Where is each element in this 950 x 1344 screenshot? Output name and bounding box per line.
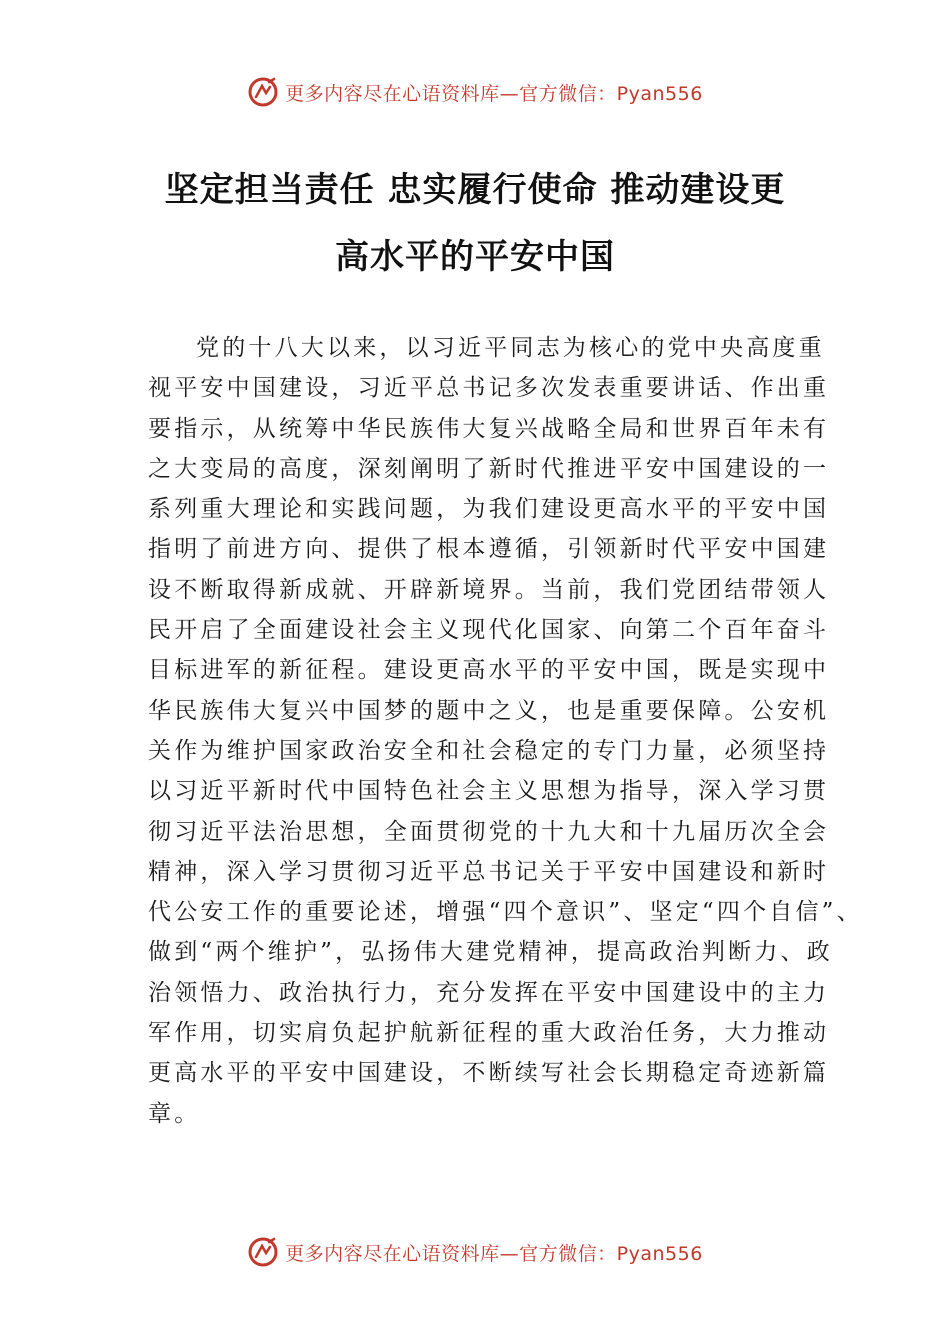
- seal-logo-icon: [247, 76, 279, 108]
- paragraph-line: 设不断取得新成就、开辟新境界。当前，我们党团结带领人: [148, 576, 830, 603]
- paragraph-line: 以习近平新时代中国特色社会主义思想为指导，深入学习贯: [148, 778, 830, 805]
- paragraph-line: 代公安工作的重要论述，增强“四个意识”、坚定“四个自信”、: [148, 899, 863, 926]
- seal-logo-icon: [247, 1236, 279, 1268]
- document-title-line-1: 坚定担当责任 忠实履行使命 推动建设更: [164, 170, 786, 210]
- paragraph-line: 系列重大理论和实践问题，为我们建设更高水平的平安中国: [148, 496, 830, 523]
- paragraph-line: 视平安中国建设，习近平总书记多次发表重要讲话、作出重: [148, 375, 830, 402]
- header-watermark: [0, 72, 950, 112]
- paragraph-line: 关作为维护国家政治安全和社会稳定的专门力量，必须坚持: [148, 737, 830, 764]
- paragraph-line: 更高水平的平安中国建设，不断续写社会长期稳定奇迹新篇: [148, 1060, 830, 1087]
- paragraph-line: 精神，深入学习贯彻习近平总书记关于平安中国建设和新时: [148, 858, 830, 885]
- paragraph-line: 之大变局的高度，深刻阐明了新时代推进平安中国建设的一: [148, 455, 830, 482]
- paragraph-line: 要指示，从统筹中华民族伟大复兴战略全局和世界百年未有: [148, 415, 830, 442]
- body-paragraph: [148, 328, 863, 1134]
- watermark-text: 更多内容尽在心语资料库—官方微信：Pyan556: [285, 82, 703, 105]
- paragraph-line: 指明了前进方向、提供了根本遵循，引领新时代平安中国建: [148, 536, 830, 563]
- paragraph-line: 党的十八大以来，以习近平同志为核心的党中央高度重: [196, 335, 825, 361]
- paragraph-line: 军作用，切实肩负起护航新征程的重大政治任务，大力推动: [148, 1020, 830, 1047]
- paragraph-line: 民开启了全面建设社会主义现代化国家、向第二个百年奋斗: [148, 617, 830, 644]
- paragraph-line: 彻习近平法治思想，全面贯彻党的十九大和十九届历次全会: [148, 818, 830, 845]
- paragraph-line: 目标进军的新征程。建设更高水平的平安中国，既是实现中: [148, 657, 830, 684]
- paragraph-line: 章。: [148, 1100, 201, 1127]
- paragraph-line: 做到“两个维护”，弘扬伟大建党精神，提高政治判断力、政: [148, 939, 833, 966]
- paragraph-line: 华民族伟大复兴中国梦的题中之义，也是重要保障。公安机: [148, 697, 830, 724]
- document-title-line-2: 高水平的平安中国: [335, 237, 615, 277]
- watermark-text: 更多内容尽在心语资料库—官方微信：Pyan556: [285, 1242, 703, 1265]
- paragraph-line: 治领悟力、政治执行力，充分发挥在平安中国建设中的主力: [148, 979, 830, 1006]
- footer-watermark: [0, 1232, 950, 1272]
